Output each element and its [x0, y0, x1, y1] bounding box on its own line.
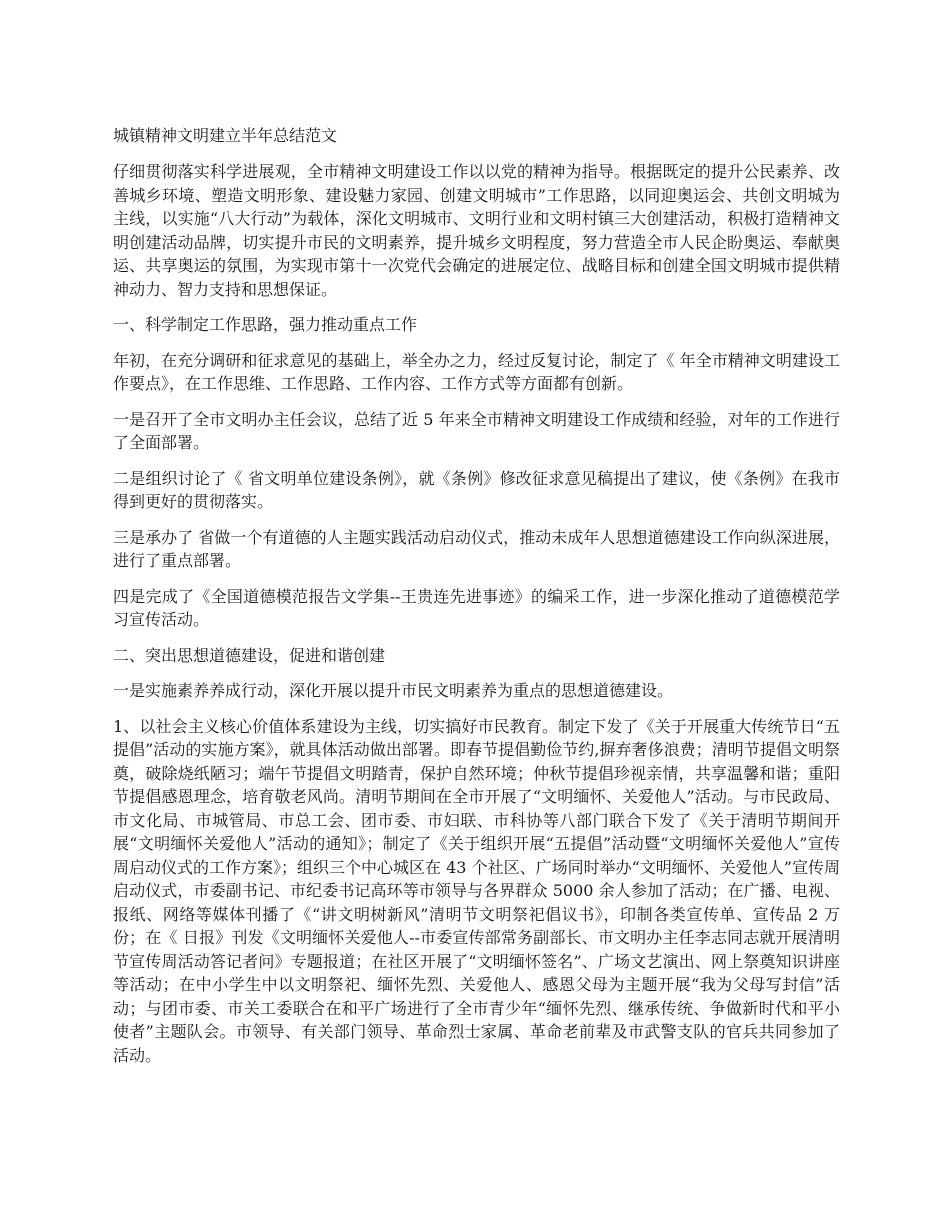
- paragraph-item-4: 四是完成了《全国道德模范报告文学集--王贵连先进事迹》的编采工作，进一步深化推动了道德模范学习宣传活动。: [113, 586, 840, 629]
- section-heading-1: 一、科学制定工作思路，强力推动重点工作: [113, 315, 418, 334]
- paragraph-item-2: 二是组织讨论了《 省文明单位建设条例》，就《条例》修改征求意见稿提出了建议，使《条例》在我市得到更好的贯彻落实。: [113, 468, 840, 511]
- document-page: [113, 124, 840, 1079]
- document-title: 城镇精神文明建立半年总结范文: [113, 126, 338, 145]
- section-heading-2: 二、突出思想道德建设，促进和谐创建: [113, 645, 386, 665]
- intro-paragraph: 仔细贯彻落实科学进展观，全市精神文明建设工作以以党的精神为指导。根据既定的提升公民素养、改善城乡环境、塑造文明形象、建设魅力家园、创建文明城市”工作思路，以同迎奥运会、共创文明城为主线，以实施“八大行动”为载体，深化文明城市、文明行业和文明村镇三大创建活动，积极打造精神文明创建活动品牌，切实提升市民的文明素养，提升城乡文明程度，努力营造全市人民企盼奥运、奉献奥运、共享奥运的氛围，为实现市第十一次党代会确定的进展定位、战略目标和创建全国文明城市提供精神动力、智力支持和思想保证。: [113, 162, 840, 299]
- paragraph-detail: 1、以社会主义核心价值体系建设为主线，切实搞好市民教育。制定下发了《关于开展重大传统节日“五提倡”活动的实施方案》，就具体活动做出部署。即春节提倡勤俭节约,摒弃奢侈浪费；清明节提倡文明祭奠，破除烧纸陋习；端午节提倡文明踏青，保护自然环境；仲秋节提倡珍视亲情，共享温馨和谐；重阳节提倡感恩理念，培育敬老风尚。清明节期间在全市开展了“文明缅怀、关爱他人”活动。与市民政局、市文化局、市城管局、市总工会、团市委、市妇联、市科协等八部门联合下发了《关于清明节期间开展“文明缅怀关爱他人”活动的通知》；制定了《关于组织开展“五提倡”活动暨“文明缅怀关爱他人”宣传周启动仪式的工作方案》；组织三个中心城区在 43 个社区、广场同时举办“文明缅怀、关爱他人”宣传周启动仪式，市委副书记、市纪委书记高环等市领导与各界群众 5000 余人参加了活动；在广播、电视、报纸、网络等媒体刊播了《“讲文明树新风”清明节文明祭祀倡议书》，印制各类宣传单、宣传品 2 万份；在《 日报》刊发《文明缅怀关爱他人--市委宣传部常务副部长、市文明办主任李志同志就开展清明节宣传周活动答记者问》专题报道；在社区开展了“文明缅怀签名”、广场文艺演出、网上祭奠知识讲座等活动；在中小学生中以文明祭祀、缅怀先烈、关爱他人、感恩父母为主题开展“我为父母写封信”活动；与团市委、市关工委联合在和平广场进行了全市青少年“缅怀先烈、继承传统、争做新时代和平小使者”主题队会。市领导、有关部门领导、革命烈士家属、革命老前辈及市武警支队的官兵共同参加了活动。: [113, 716, 840, 1065]
- paragraph-subheading: 一是实施素养养成行动，深化开展以提升市民文明素养为重点的思想道德建设。: [113, 681, 674, 700]
- paragraph-item-1: 一是召开了全市文明办主任会议，总结了近 5 年来全市精神文明建设工作成绩和经验，对年的工作进行了全面部署。: [113, 409, 840, 452]
- paragraph-work-plan: 年初，在充分调研和征求意见的基础上，举全办之力，经过反复讨论，制定了《 年全市精神文明建设工作要点》，在工作思维、工作思路、工作内容、工作方式等方面都有创新。: [113, 350, 840, 393]
- paragraph-item-3: 三是承办了 省做一个有道德的人主题实践活动启动仪式，推动未成年人思想道德建设工作向纵深进展，进行了重点部署。: [113, 527, 840, 570]
